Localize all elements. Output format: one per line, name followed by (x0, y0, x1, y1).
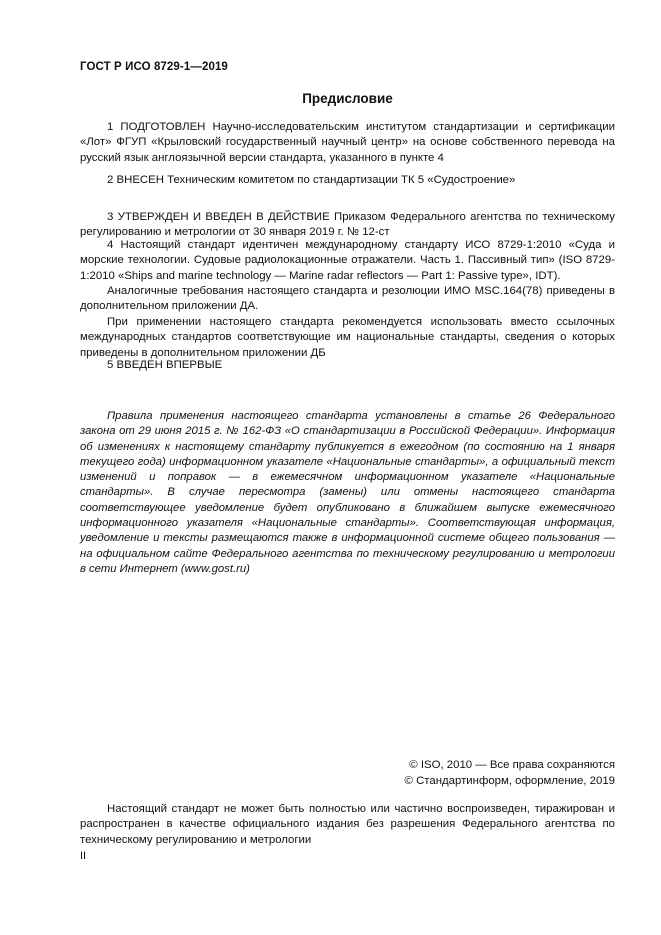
standard-code-header: ГОСТ Р ИСО 8729-1—2019 (80, 61, 228, 73)
iso-copyright: © ISO, 2010 — Все права сохраняются (409, 759, 615, 771)
foreword-item-5: 5 ВВЕДЕН ВПЕРВЫЕ (107, 359, 223, 371)
foreword-item-4-references-note: При применении настоящего стандарта рекомендуется использовать вместо ссылочных международных стандартов соответствующие им национальные стандарты, сведения о которых приведены в дополнительном приложении ДБ (80, 316, 615, 359)
page-title: Предисловие (302, 91, 393, 106)
standartinform-copyright: © Стандартинформ, оформление, 2019 (404, 775, 615, 787)
foreword-item-3: 3 УТВЕРЖДЕН И ВВЕДЕН В ДЕЙСТВИЕ Приказом Федерального агентства по техническому регулированию и метрологии от 30 января 2019 г. № 12-ст (80, 211, 615, 239)
application-rules-note: Правила применения настоящего стандарта установлены в статье 26 Федерального закона от 29 июня 2015 г. № 162-ФЗ «О стандартизации в Российской Федерации». Информация об изменениях к настоящему стандарту публикуется в ежегодном (по состоянию на 1 января текущего года) информационном указателе «Национальные стандарты», а официальный текст изменений и поправок — в ежемесячном информационном указателе «Национальные стандарты». В случае пересмотра (замены) или отмены настоящего стандарта соответствующее уведомление будет опубликовано в ближайшем выпуске ежемесячного информационного указателя «Национальные стандарты». Соответствующая информация, уведомление и тексты размещаются также в информационной системе общего пользования — на официальном сайте Федерального агентства по техническому регулированию и метрологии в сети Интернет (www.gost.ru) (80, 410, 615, 575)
foreword-item-2: 2 ВНЕСЕН Техническим комитетом по стандартизации ТК 5 «Судостроение» (107, 174, 516, 186)
foreword-item-4: 4 Настоящий стандарт идентичен международному стандарту ИСО 8729-1:2010 «Суда и морские технологии. Судовые радиолокационные отражатели. Часть 1. Пассивный тип» (ISO 8729-1:2010 «Ships and marine technology — Marine radar reflectors — Part 1: Passive type», IDT). (80, 239, 615, 282)
page-number: II (80, 850, 87, 862)
foreword-item-1: 1 ПОДГОТОВЛЕН Научно-исследовательским институтом стандартизации и сертификации «Лот» ФГУП «Крыловский государственный научный центр» на основе собственного перевода на русский язык англоязычной версии стандарта, указанного в пункте 4 (80, 121, 615, 164)
foreword-item-4-imo-note: Аналогичные требования настоящего стандарта и резолюции ИМО MSC.164(78) приведены в дополнительном приложении ДА. (80, 285, 615, 313)
reproduction-restriction-note: Настоящий стандарт не может быть полностью или частично воспроизведен, тиражирован и распространен в качестве официального издания без разрешения Федерального агентства по техническому регулированию и метрологии (80, 803, 615, 846)
